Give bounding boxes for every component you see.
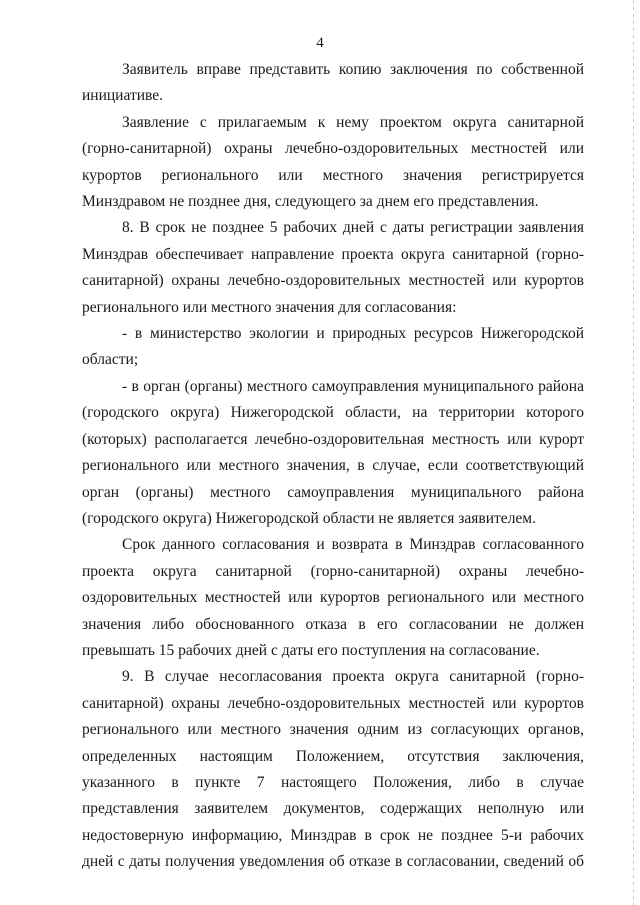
page-number: 4 — [316, 35, 324, 51]
paragraph-application-registration: Заявление с прилагаемым к нему проектом округа санитарной (горно-санитарной) охраны лечебно-оздоровительных местностей или курортов регионального или местного значения регистрируется Минздравом не позднее дня, следующего за днем его представления. — [82, 113, 584, 211]
document-body — [82, 57, 584, 876]
scan-edge-line — [633, 0, 634, 905]
paragraph-item-8: 8. В срок не позднее 5 рабочих дней с даты регистрации заявления Минздрав обеспечивает направление проекта округа санитарной (горно-санитарной) охраны лечебно-оздоровительных местностей или курортов регионального или местного значения для согласования: — [82, 219, 584, 316]
paragraph-item-9: 9. В случае несогласования проекта округа санитарной (горно-санитарной) охраны лечебно-оздоровительных местностей или курортов регионального или местного значения одним из согласующих органов, определенных настоящим Положением, отсутствия заключения, указанного в пункте 7 настоящего Положения, либо в случае представления заявителем документов, содержащих неполную или недостоверную информацию, Минздрав в срок не позднее 5-и рабочих дней с даты получения уведомления об отказе в согласовании, сведений об — [82, 668, 584, 871]
paragraph-applicant-right: Заявитель вправе представить копию заключения по собственной инициативе. — [82, 61, 584, 105]
paragraph-ministry-ecology: - в министерство экологии и природных ресурсов Нижегородской области; — [82, 325, 584, 369]
paragraph-local-self-government: - в орган (органы) местного самоуправления муниципального района (городского округа) Нижегородской области, на территории которого (которых) располагается лечебно-оздоровительная местность или курорт регионального или местного значения, в случае, если соответствующий орган (органы) местного самоуправления муниципального района (городского округа) Нижегородской области не является заявителем. — [82, 377, 584, 527]
paragraph-approval-term: Срок данного согласования и возврата в Минздрав согласованного проекта округа санитарной (горно-санитарной) охраны лечебно-оздоровительных местностей или курортов регионального или местного значения либо обоснованного отказа в его согласовании не должен превышать 15 рабочих дней с даты его поступления на согласование. — [82, 536, 584, 659]
